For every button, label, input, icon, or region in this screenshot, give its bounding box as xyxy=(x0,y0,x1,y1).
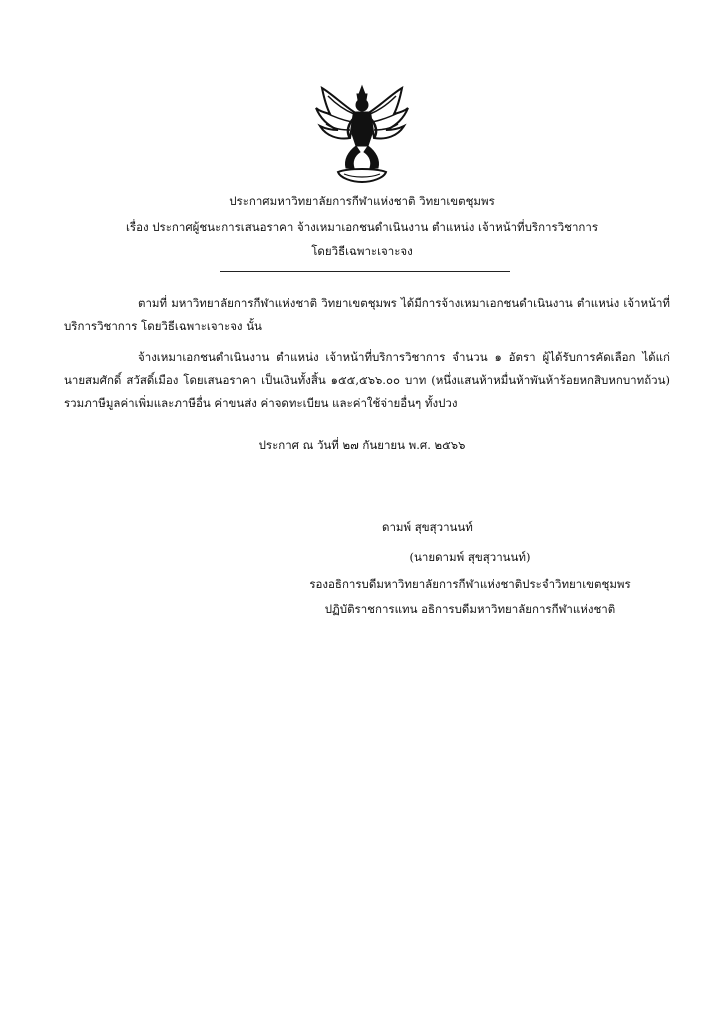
body-paragraph-2: จ้างเหมาเอกชนดำเนินงาน ตำแหน่ง เจ้าหน้าที่บริการวิชาการ จำนวน ๑ อัตรา ผู้ได้รับการคัดเลือก ได้แก่ นายสมศักดิ์ สวัสดิ์เมือง โดยเสนอราคา เป็นเงินทั้งสิ้น ๑๕๕,๕๖๖.๐๐ บาท (หนึ่งแสนห้าหมื่นห้าพันห้าร้อยหกสิบหกบาทถ้วน) รวมภาษีมูลค่าเพิ่มและภาษีอื่น ค่าขนส่ง ค่าจดทะเบียน และค่าใช้จ่ายอื่นๆ ทั้งปวง xyxy=(64,350,670,410)
signer-printed-name: (นายดามพ์ สุขสุวานนท์) xyxy=(409,550,531,564)
garuda-emblem-icon xyxy=(314,84,410,184)
signer-position: รองอธิการบดีมหาวิทยาลัยการกีฬาแห่งชาติประจำวิทยาเขตชุมพร xyxy=(309,577,631,591)
header-divider xyxy=(220,271,510,272)
signature-handwritten: ดามพ์ สุขสุวานนท์ xyxy=(382,520,473,534)
signer-acting-on-behalf: ปฏิบัติราชการแทน อธิการบดีมหาวิทยาลัยการกีฬาแห่งชาติ xyxy=(324,602,616,616)
announcement-title: ประกาศมหาวิทยาลัยการกีฬาแห่งชาติ วิทยาเขตชุมพร xyxy=(229,194,495,208)
announcement-date: ประกาศ ณ วันที่ ๒๗ กันยายน พ.ศ. ๒๕๖๖ xyxy=(258,438,466,452)
procurement-method: โดยวิธีเฉพาะเจาะจง xyxy=(311,244,413,258)
body-paragraph-1: ตามที่ มหาวิทยาลัยการกีฬาแห่งชาติ วิทยาเขตชุมพร ได้มีการจ้างเหมาเอกชนดำเนินงาน ตำแหน่ง เจ้าหน้าที่บริการวิชาการ โดยวิธีเฉพาะเจาะจง นั้น xyxy=(64,296,670,333)
announcement-subject: เรื่อง ประกาศผู้ชนะการเสนอราคา จ้างเหมาเอกชนดำเนินงาน ตำแหน่ง เจ้าหน้าที่บริการวิชาการ xyxy=(125,220,599,234)
